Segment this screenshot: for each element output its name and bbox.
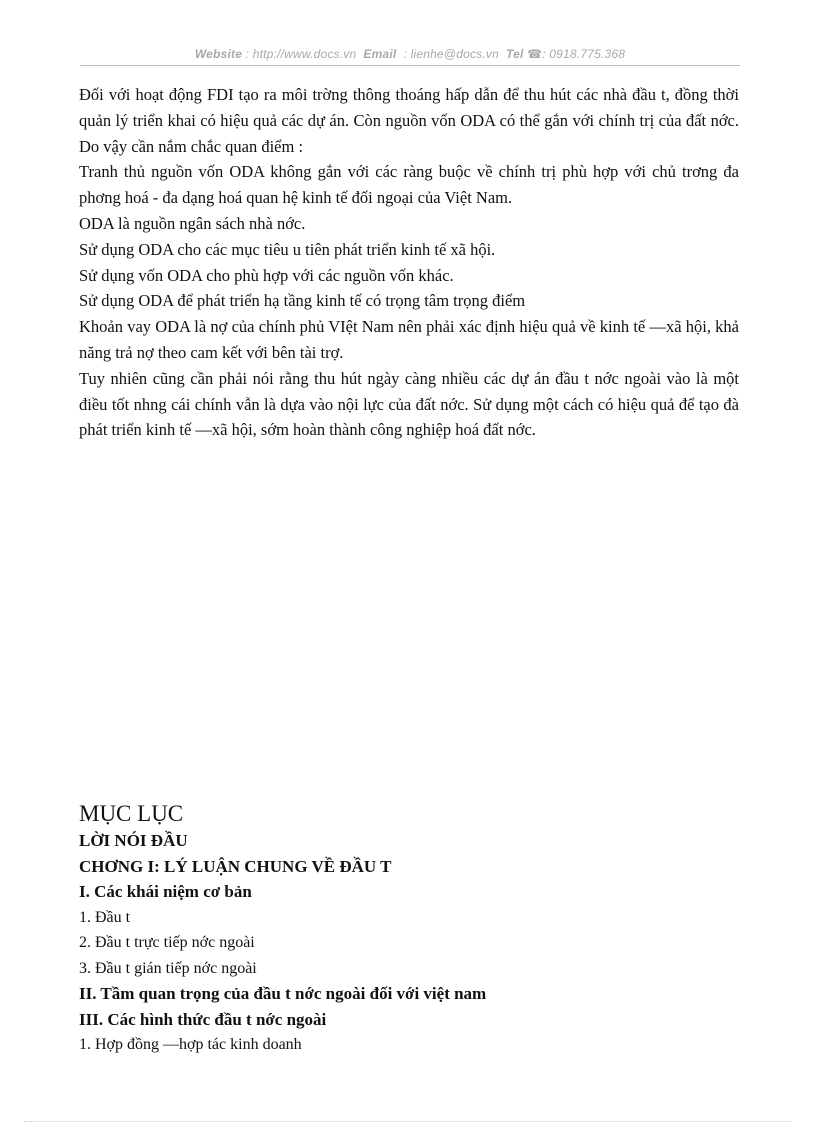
toc-item: 1. Hợp đồng —hợp tác kinh doanh bbox=[79, 1036, 302, 1053]
paragraph: Tranh thủ nguồn vốn ODA không gắn với các ràng buộc về chính trị phù hợp với chủ trơng đa phơng hoá - đa dạng hoá quan hệ kinh tế đối ngoại của Việt Nam. bbox=[79, 162, 739, 208]
toc-heading: I. Các khái niệm cơ bản bbox=[79, 882, 252, 901]
toc-heading: LỜI NÓI ĐẦU bbox=[79, 831, 188, 850]
tel-label: Tel bbox=[506, 47, 524, 61]
email-value: : lienhe@docs.vn bbox=[403, 47, 499, 61]
website-value: : http://www.docs.vn bbox=[245, 47, 357, 61]
paragraph: Khoản vay ODA là nợ của chính phủ VIệt Nam nên phải xác định hiệu quả về kinh tế —xã hội, khả năng trả nợ theo cam kết với bên tài trợ. bbox=[79, 317, 739, 362]
website-label: Website bbox=[194, 47, 243, 61]
toc-item: 3. Đầu t gián tiếp nớc ngoài bbox=[79, 959, 257, 977]
paragraph: Sử dụng ODA để phát triển hạ tầng kinh tế có trọng tâm trọng điểm bbox=[79, 291, 526, 311]
page-header bbox=[80, 47, 740, 61]
toc-heading: II. Tầm quan trọng của đầu t nớc ngoài đối với việt nam bbox=[79, 984, 487, 1003]
toc-item: 1. Đầu t bbox=[79, 908, 131, 926]
table-of-contents bbox=[79, 800, 739, 1058]
paragraph: Sử dụng vốn ODA cho phù hợp với các nguồn vốn khác. bbox=[79, 265, 454, 285]
header-divider bbox=[80, 65, 740, 66]
toc-heading: CHƠNG I: LÝ LUẬN CHUNG VỀ ĐẦU T bbox=[79, 856, 392, 876]
toc-item: 2. Đầu t trực tiếp nớc ngoài bbox=[79, 934, 255, 951]
phone-icon: ☎ bbox=[527, 47, 543, 61]
paragraph: Sử dụng ODA cho các mục tiêu u tiên phát triển kinh tế xã hội. bbox=[79, 239, 496, 259]
footer-divider bbox=[24, 1121, 792, 1122]
email-label: Email bbox=[363, 47, 397, 61]
body-text bbox=[79, 82, 739, 443]
paragraph: Đối với hoạt động FDI tạo ra môi trờng thông thoáng hấp dẫn để thu hút các nhà đầu t, đồng thời quản lý triển khai có hiệu quả các dự án. Còn nguồn vốn ODA có thể gắn với chính trị của đất nớc. Do vậy cần nắm chắc quan điểm : bbox=[79, 85, 739, 156]
tel-value: : 0918.775.368 bbox=[542, 47, 626, 61]
paragraph: Tuy nhiên cũng cần phải nói rằng thu hút ngày càng nhiều các dự án đầu t nớc ngoài vào là một điều tốt nhng cái chính vẫn là dựa vào nội lực của đất nớc. Sử dụng một cách có hiệu quả để tạo đà phát triển kinh tế —xã hội, sớm hoàn thành công nghiệp hoá đất nớc. bbox=[79, 368, 739, 440]
paragraph: ODA là nguồn ngân sách nhà nớc. bbox=[79, 213, 306, 233]
toc-heading: III. Các hình thức đầu t nớc ngoài bbox=[79, 1009, 327, 1029]
toc-title: MỤC LỤC bbox=[79, 801, 184, 826]
